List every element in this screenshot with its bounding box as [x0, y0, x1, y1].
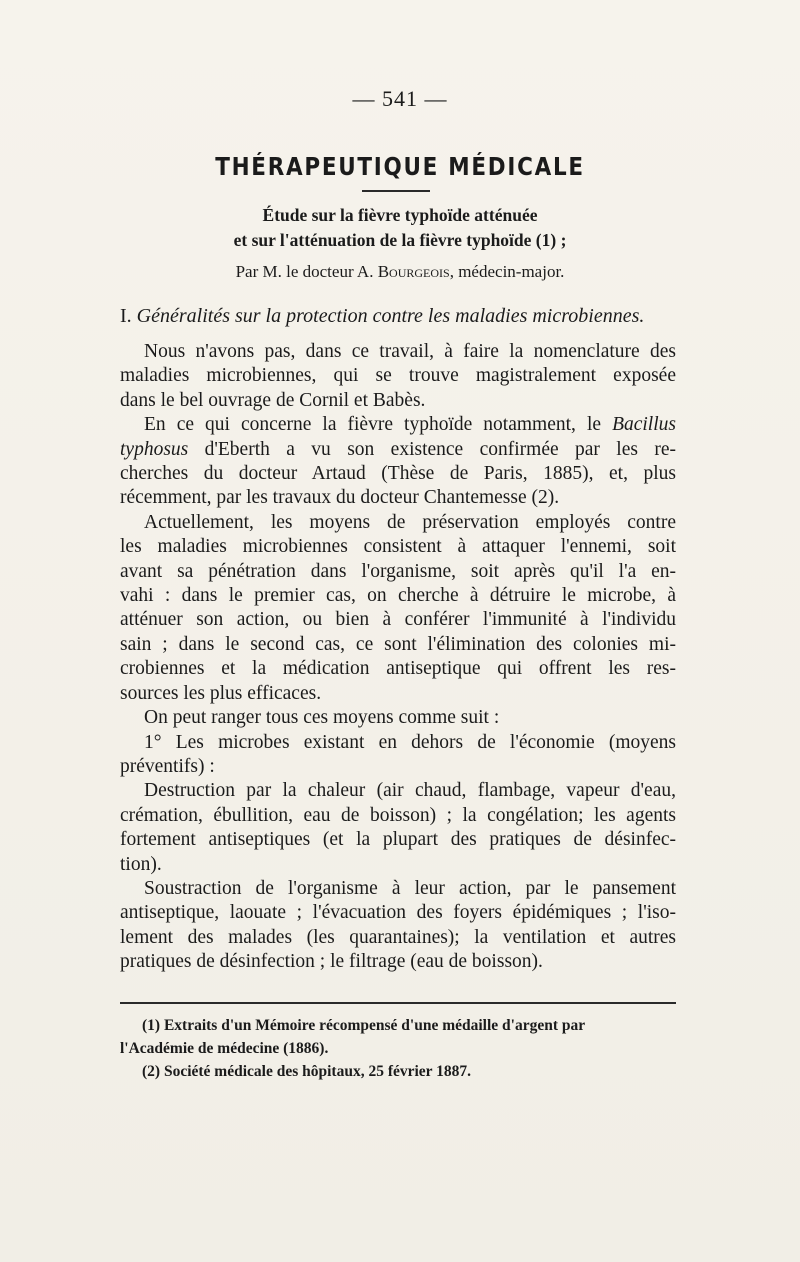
body-line: On peut ranger tous ces moyens comme suit : [144, 707, 500, 729]
footnotes [120, 1014, 676, 1083]
body-line: antiseptique, laouate ; l'évacuation des foyers épidémiques ; l'iso- [120, 902, 676, 924]
body-line: sain ; dans le second cas, ce sont l'élimination des colonies mi- [120, 633, 676, 655]
title-rule [362, 190, 430, 192]
article-title-line-2: et sur l'atténuation de la fièvre typhoïde (1) ; [233, 230, 567, 250]
author-line [0, 262, 800, 282]
body-line [120, 413, 676, 437]
body-line-part: d'Eberth a vu son existence confirmée par les re- [188, 438, 676, 460]
body-line: crémation, ébullition, eau de boisson) ; la congélation; les agents [120, 804, 676, 826]
body-line-italic: Bacillus [612, 414, 676, 436]
footnote-1-line-2: l'Académie de médecine (1886). [120, 1040, 329, 1057]
section-heading-text: Généralités sur la protection contre les maladies microbiennes. [136, 305, 645, 327]
body-line: préventifs) : [120, 755, 215, 777]
body-line: récemment, par les travaux du docteur Chantemesse (2). [120, 487, 560, 509]
section-heading [120, 305, 680, 328]
article-title [0, 203, 800, 253]
body-line: cherches du docteur Artaud (Thèse de Paris, 1885), et, plus [120, 463, 676, 485]
author-name: Bourgeois [377, 262, 450, 281]
body-line: pratiques de désinfection ; le filtrage (eau de boisson). [120, 951, 543, 973]
body-line: Soustraction de l'organisme à leur action, par le pansement [144, 877, 676, 899]
body-line: avant sa pénétration dans l'organisme, soit après qu'il l'a en- [120, 560, 676, 582]
body-line: vahi : dans le premier cas, on cherche à détruire le microbe, à [120, 585, 676, 607]
body-line-italic: typhosus [120, 438, 189, 460]
body-line: Destruction par la chaleur (air chaud, flambage, vapeur d'eau, [144, 780, 676, 802]
body-line: Nous n'avons pas, dans ce travail, à faire la nomenclature des [144, 341, 676, 362]
body-line [120, 438, 676, 462]
body-line: maladies microbiennes, qui se trouve magistralement exposée [120, 365, 676, 387]
section-number: I. [120, 305, 132, 327]
body-line: lement des malades (les quarantaines); la ventilation et autres [120, 926, 676, 948]
body-line: atténuer son action, ou bien à conférer l'immunité à l'individu [120, 609, 676, 631]
section-title: THÉRAPEUTIQUE MÉDICALE [215, 152, 585, 181]
article-title-line-1: Étude sur la fièvre typhoïde atténuée [262, 205, 538, 225]
footnote-rule [120, 1002, 676, 1004]
author-suffix: , médecin-major. [449, 262, 565, 281]
body-line: Actuellement, les moyens de préservation employés contre [144, 511, 676, 533]
body-text [120, 340, 676, 975]
body-line-part: En ce qui concerne la fièvre typhoïde notamment, le [144, 414, 613, 436]
body-line: sources les plus efficaces. [120, 682, 322, 704]
body-line: les maladies microbiennes consistent à attaquer l'ennemi, soit [120, 536, 676, 558]
body-line: tion). [120, 853, 162, 875]
body-line: fortement antiseptiques (et la plupart des pratiques de désinfec- [120, 829, 676, 851]
footnote-1-line-1: (1) Extraits d'un Mémoire récompensé d'une médaille d'argent par [142, 1017, 586, 1034]
body-line: 1° Les microbes existant en dehors de l'économie (moyens [144, 731, 676, 753]
body-line: crobiennes et la médication antiseptique qui offrent les res- [120, 658, 676, 680]
author-prefix: Par M. le docteur A. [235, 262, 374, 281]
body-line: dans le bel ouvrage de Cornil et Babès. [120, 389, 426, 411]
footnote-2: (2) Société médicale des hôpitaux, 25 février 1887. [142, 1063, 472, 1080]
page-number: — 541 — [352, 86, 448, 111]
